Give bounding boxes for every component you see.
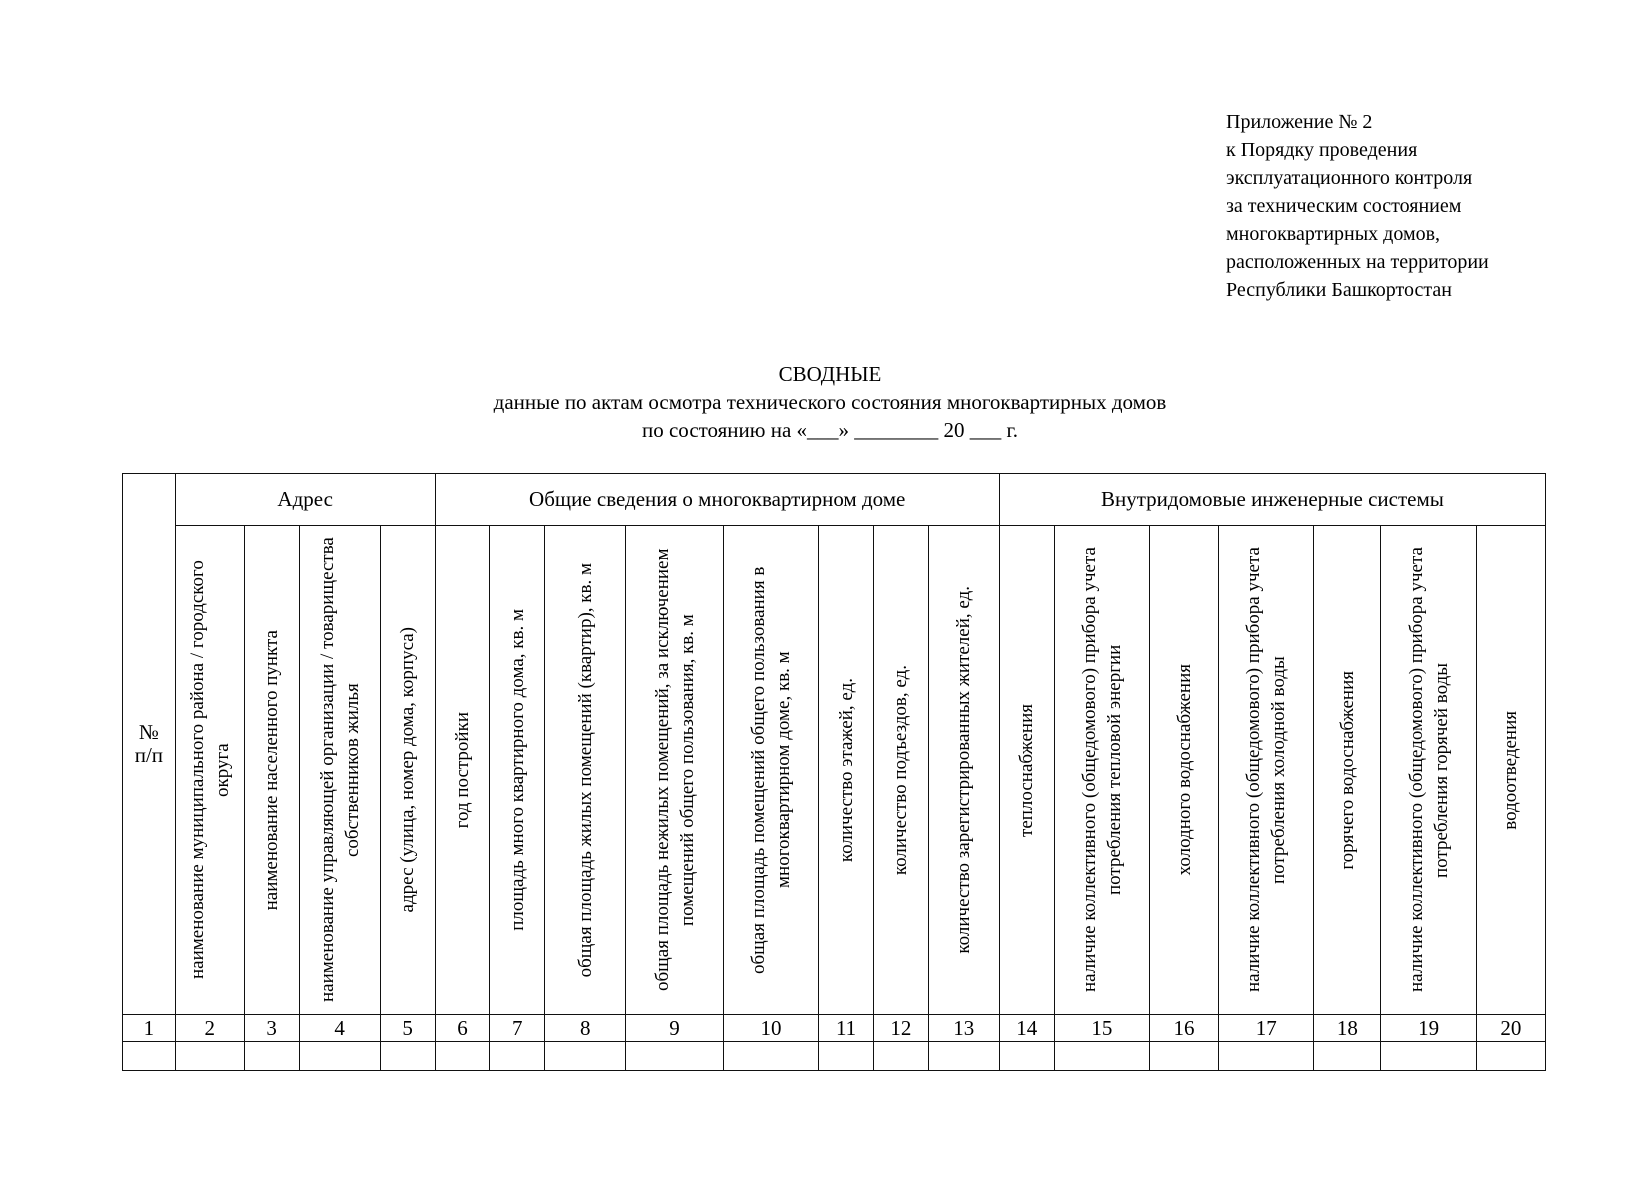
document-title — [0, 360, 1635, 444]
column-header — [819, 526, 874, 1015]
column-header-text: количество подъездов, ед. — [890, 664, 912, 876]
column-header-text: наименование муниципального района / городского округа — [186, 560, 233, 980]
column-number: 5 — [380, 1015, 435, 1042]
column-header-text: холодного водоснабжения — [1173, 664, 1195, 876]
column-header — [1219, 526, 1314, 1015]
empty-cell — [435, 1042, 490, 1071]
empty-cell — [299, 1042, 380, 1071]
column-header — [928, 526, 999, 1015]
column-header — [244, 526, 299, 1015]
column-header — [1150, 526, 1219, 1015]
column-header — [873, 526, 928, 1015]
appendix-line: эксплуатационного контроля — [1226, 167, 1473, 189]
column-number: 16 — [1150, 1015, 1219, 1042]
column-number: 3 — [244, 1015, 299, 1042]
column-header-text: общая площадь нежилых помещений, за исключением помещений общего пользования, кв. м — [651, 548, 698, 992]
title-date-line: по состоянию на «___» ________ 20 ___ г. — [641, 418, 1019, 442]
column-header — [723, 526, 818, 1015]
column-number: 15 — [1054, 1015, 1149, 1042]
column-header-text: общая площадь помещений общего пользования в многоквартирном доме, кв. м — [747, 566, 794, 974]
empty-cell — [1476, 1042, 1545, 1071]
column-number: 9 — [626, 1015, 723, 1042]
empty-cell — [819, 1042, 874, 1071]
appendix-line: Приложение № 2 — [1226, 111, 1373, 133]
empty-cell — [545, 1042, 626, 1071]
title-heading: СВОДНЫЕ — [778, 362, 882, 386]
column-header-text: горячего водоснабжения — [1336, 670, 1358, 870]
column-header-text: теплоснабжения — [1016, 703, 1038, 837]
number-header-label: № п/п — [134, 720, 164, 767]
column-number: 12 — [873, 1015, 928, 1042]
appendix-line: к Порядку проведения — [1226, 139, 1418, 161]
column-header-text: наличие коллективного (общедомового) прибора учета потребления тепловой энергии — [1078, 547, 1125, 993]
empty-cell — [1054, 1042, 1149, 1071]
empty-cell — [1381, 1042, 1476, 1071]
title-subtitle: данные по актам осмотра технического состояния многоквартирных домов — [493, 390, 1167, 414]
column-header-text: количество этажей, ед. — [835, 677, 857, 863]
empty-cell — [873, 1042, 928, 1071]
column-header — [1381, 526, 1476, 1015]
column-number: 19 — [1381, 1015, 1476, 1042]
empty-cell — [1219, 1042, 1314, 1071]
column-header — [299, 526, 380, 1015]
appendix-line: многоквартирных домов, — [1226, 223, 1441, 245]
column-header — [435, 526, 490, 1015]
column-number-row — [123, 1015, 1546, 1042]
number-header — [123, 474, 176, 1015]
column-number: 13 — [928, 1015, 999, 1042]
group-address: Адрес — [175, 474, 435, 526]
empty-cell — [723, 1042, 818, 1071]
column-number: 8 — [545, 1015, 626, 1042]
column-number: 7 — [490, 1015, 545, 1042]
empty-cell — [490, 1042, 545, 1071]
appendix-note — [1226, 108, 1489, 304]
empty-cell — [175, 1042, 244, 1071]
column-header-text: наименование управляющей организации / товарищества собственников жилья — [316, 537, 363, 1003]
appendix-line: Республики Башкортостан — [1226, 279, 1452, 301]
column-header-text: год постройки — [451, 711, 473, 829]
empty-cell — [244, 1042, 299, 1071]
column-number: 17 — [1219, 1015, 1314, 1042]
empty-cell — [1150, 1042, 1219, 1071]
group-general: Общие сведения о многоквартирном доме — [435, 474, 999, 526]
group-engineering: Внутридомовые инженерные системы — [999, 474, 1545, 526]
group-header-row — [123, 474, 1546, 526]
column-header-text: наименование населенного пункта — [261, 629, 283, 911]
empty-data-row — [123, 1042, 1546, 1071]
column-number: 14 — [999, 1015, 1054, 1042]
column-header — [490, 526, 545, 1015]
empty-cell — [1314, 1042, 1381, 1071]
column-number: 4 — [299, 1015, 380, 1042]
column-header — [1314, 526, 1381, 1015]
column-header-text: наличие коллективного (общедомового) прибора учета потребления горячей воды — [1405, 547, 1452, 993]
summary-table — [122, 473, 1546, 1071]
column-header — [626, 526, 723, 1015]
column-header-text: общая площадь жилых помещений (квартир), кв. м — [574, 562, 596, 978]
column-number: 1 — [123, 1015, 176, 1042]
column-number: 20 — [1476, 1015, 1545, 1042]
column-number: 10 — [723, 1015, 818, 1042]
column-header — [1476, 526, 1545, 1015]
appendix-line: расположенных на территории — [1226, 251, 1489, 273]
empty-cell — [928, 1042, 999, 1071]
column-header-text: наличие коллективного (общедомового) прибора учета потребления холодной воды — [1243, 547, 1290, 993]
column-header-text: количество зарегистрированных жителей, ед. — [953, 586, 975, 954]
column-header-text: адрес (улица, номер дома, корпуса) — [397, 627, 419, 913]
appendix-line: за техническим состоянием — [1226, 195, 1462, 217]
column-number: 6 — [435, 1015, 490, 1042]
empty-cell — [999, 1042, 1054, 1071]
column-header-text: водоотведения — [1500, 710, 1522, 830]
empty-cell — [123, 1042, 176, 1071]
column-header — [999, 526, 1054, 1015]
column-header-text: площадь много квартирного дома, кв. м — [506, 609, 528, 931]
column-header — [175, 526, 244, 1015]
column-number: 11 — [819, 1015, 874, 1042]
column-number: 18 — [1314, 1015, 1381, 1042]
column-header — [380, 526, 435, 1015]
column-header-row — [123, 526, 1546, 1015]
empty-cell — [626, 1042, 723, 1071]
column-number: 2 — [175, 1015, 244, 1042]
empty-cell — [380, 1042, 435, 1071]
column-header — [545, 526, 626, 1015]
column-header — [1054, 526, 1149, 1015]
